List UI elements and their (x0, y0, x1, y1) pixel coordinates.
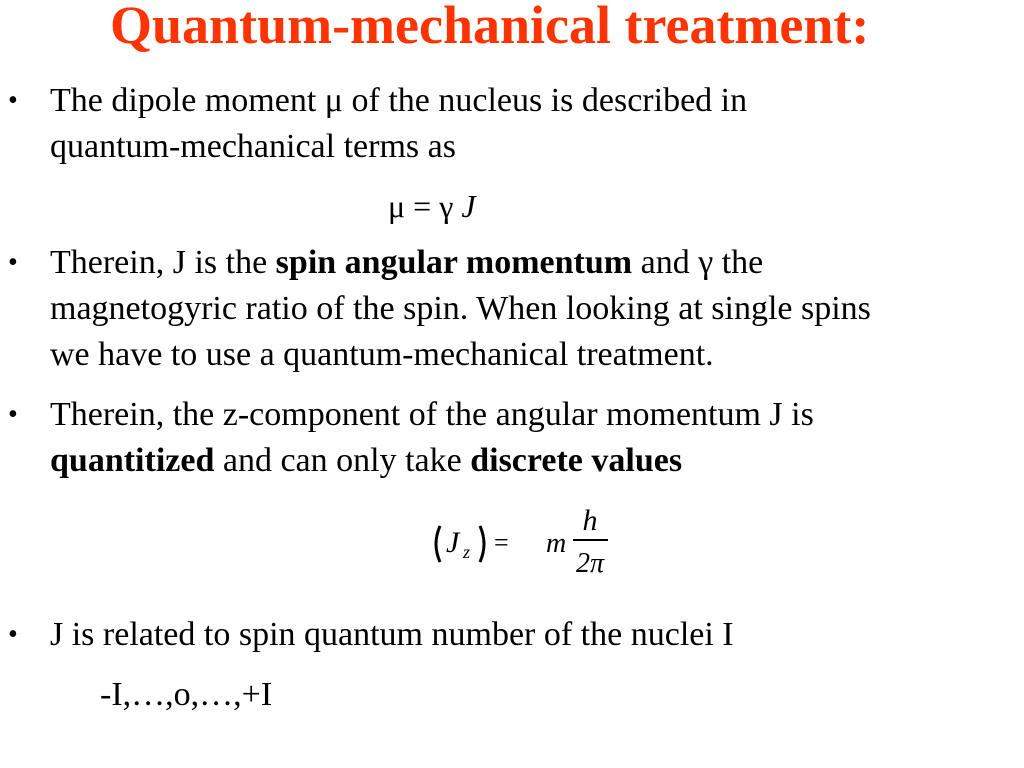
jz-symbol: J (446, 526, 460, 559)
bullet-text (50, 78, 1020, 170)
bullet-marker: • (8, 619, 18, 650)
equals-sign: = (405, 188, 440, 224)
bullet-line: magnetogyric ratio of the spin. When looking at single spins (50, 290, 871, 327)
bullet-line (50, 438, 1020, 484)
two-pi-denominator: 2π (575, 548, 605, 579)
j-symbol: J (461, 188, 476, 224)
bullet-line: quantum-mechanical terms as (50, 128, 456, 165)
gamma-symbol: γ (439, 188, 454, 224)
slide-title: Quantum-mechanical treatment: (110, 0, 870, 55)
text-run: and can only take (214, 442, 471, 479)
jz-quantization-equation (430, 500, 630, 580)
m-symbol: m (546, 528, 567, 559)
bullet-marker: • (8, 85, 18, 116)
bold-term-discrete-values: discrete values (470, 442, 683, 479)
text-run: Therein, J is the (50, 244, 276, 281)
equals-sign: = (494, 528, 509, 557)
h-numerator: h (582, 504, 598, 537)
bullet-text (50, 240, 1020, 378)
bullet-line: Therein, the z-component of the angular momentum J is (50, 396, 814, 433)
equation-graphic (430, 500, 630, 580)
bullet-marker: • (8, 247, 18, 278)
text-run: and γ the (632, 244, 764, 281)
right-angle-bracket (480, 526, 484, 562)
bullet-line: The dipole moment μ of the nucleus is described in (50, 82, 748, 119)
spin-quantum-range: -I,…,o,…,+I (100, 676, 273, 713)
bullet-text (50, 392, 1020, 484)
bullet-line: J is related to spin quantum number of the nuclei I (50, 616, 734, 653)
dipole-moment-equation (388, 186, 476, 226)
bullet-text (50, 612, 1020, 658)
z-subscript: z (463, 542, 471, 562)
bullet-marker: • (8, 399, 18, 430)
left-angle-bracket (436, 526, 440, 562)
bullet-line: we have to use a quantum-mechanical treatment. (50, 336, 714, 373)
mu-symbol: μ (388, 188, 406, 224)
bullet-line (50, 240, 1020, 286)
bold-term-spin-angular-momentum: spin angular momentum (275, 244, 633, 281)
bold-term-quantitized: quantitized (50, 442, 215, 479)
